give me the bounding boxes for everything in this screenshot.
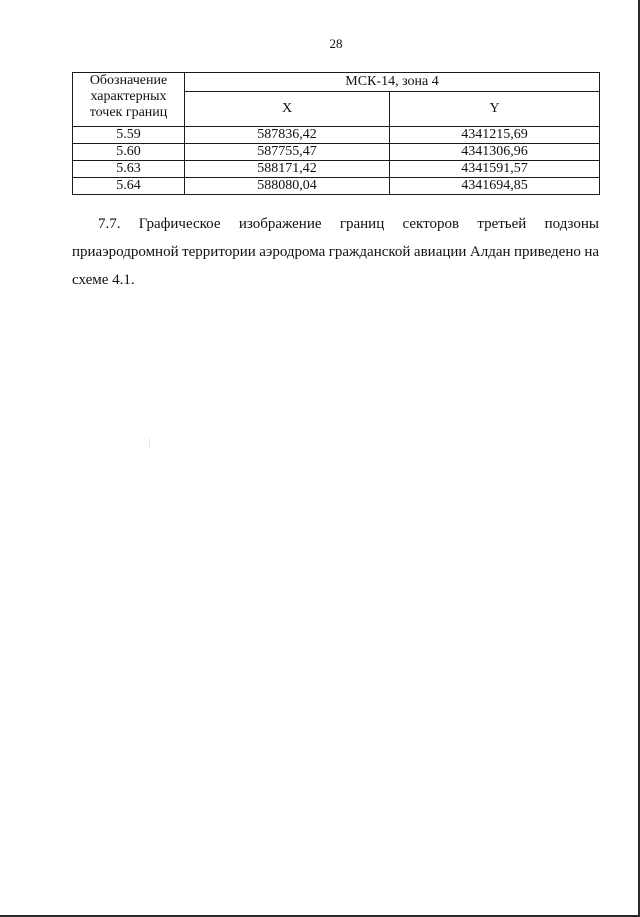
paragraph-word: границ bbox=[339, 216, 385, 232]
table-row bbox=[73, 161, 600, 178]
y-cell: 4341694,85 bbox=[390, 178, 600, 195]
paragraph-word: подзоны bbox=[544, 216, 599, 232]
paragraph-word: третьей bbox=[477, 216, 527, 232]
paragraph-word: Алдан bbox=[469, 244, 511, 260]
page-number: 28 bbox=[329, 36, 343, 51]
point-designation-header bbox=[73, 73, 185, 127]
table-row bbox=[73, 144, 600, 161]
paragraph-word: территории bbox=[182, 244, 256, 260]
y-column-header: Y bbox=[390, 92, 600, 127]
x-cell: 588080,04 bbox=[185, 178, 390, 195]
paragraph-line bbox=[72, 238, 599, 266]
coordinates-table bbox=[72, 72, 600, 195]
table-row bbox=[73, 127, 600, 144]
x-cell: 588171,42 bbox=[185, 161, 390, 178]
point-cell: 5.63 bbox=[73, 161, 185, 178]
paragraph-number: 7.7. bbox=[98, 216, 121, 232]
paragraph-word: Графическое bbox=[138, 216, 221, 232]
x-cell: 587755,47 bbox=[185, 144, 390, 161]
coordinate-system-header: МСК-14, зона 4 bbox=[185, 73, 600, 92]
paragraph-word: секторов bbox=[402, 216, 460, 232]
point-cell: 5.60 bbox=[73, 144, 185, 161]
point-designation-header-line: характерных bbox=[90, 89, 167, 104]
paragraph-7-7 bbox=[72, 210, 599, 294]
paragraph-word: гражданской bbox=[328, 244, 411, 260]
point-cell: 5.59 bbox=[73, 127, 185, 144]
point-designation-header-line: точек границ bbox=[89, 105, 168, 120]
y-cell: 4341306,96 bbox=[390, 144, 600, 161]
paragraph-word: аэродрома bbox=[259, 244, 326, 260]
table-row bbox=[73, 178, 600, 195]
point-cell: 5.64 bbox=[73, 178, 185, 195]
paragraph-line bbox=[72, 210, 599, 238]
y-cell: 4341591,57 bbox=[390, 161, 600, 178]
paragraph-word: на bbox=[584, 244, 599, 260]
scan-artifact bbox=[149, 438, 150, 448]
paragraph-word: изображение bbox=[238, 216, 322, 232]
point-designation-header-line: Обозначение bbox=[89, 73, 168, 88]
x-cell: 587836,42 bbox=[185, 127, 390, 144]
x-column-header: X bbox=[185, 92, 390, 127]
y-cell: 4341215,69 bbox=[390, 127, 600, 144]
paragraph-line: схеме 4.1. bbox=[72, 272, 135, 288]
paragraph-word: авиации bbox=[413, 244, 467, 260]
paragraph-word: приведено bbox=[514, 244, 581, 260]
paragraph-word: приаэродромной bbox=[72, 244, 179, 260]
